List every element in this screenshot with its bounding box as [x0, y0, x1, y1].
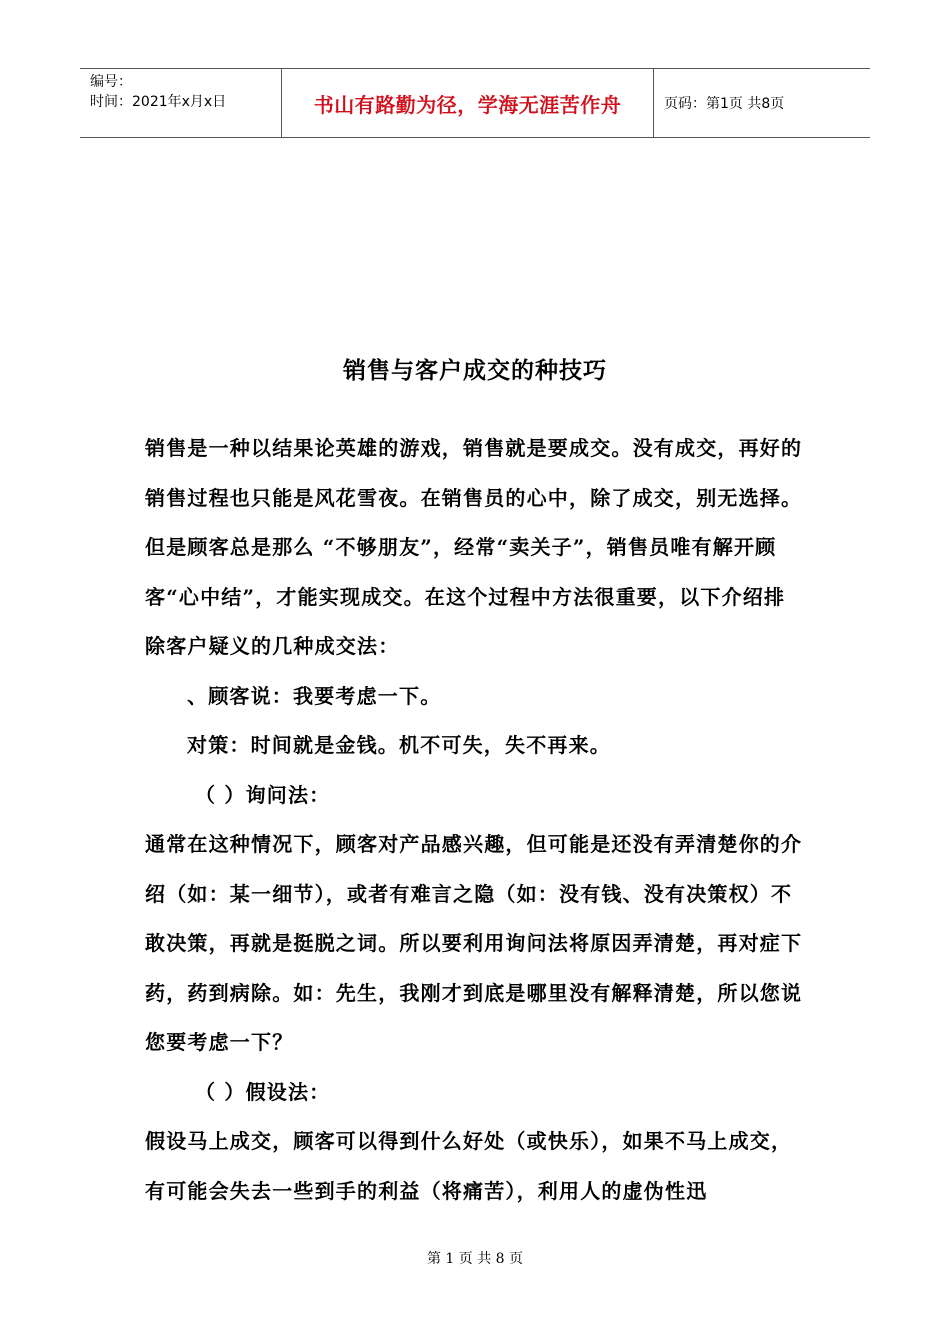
body-paragraph: 对策：时间就是金钱。机不可失，失不再来。 [187, 733, 611, 757]
body-paragraph: 销售是一种以结果论英雄的游戏，销售就是要成交。没有成交，再好的销售过程也只能是风花雪夜。在销售员的心中，除了成交，别无选择。但是顾客总是那么 “不够朋友”，经常“卖关子”，销售员唯有解开顾客“心中结”，才能实现成交。在这个过程中方法很重要，以下介绍排除客户疑义的几种成交法： [145, 436, 803, 658]
section-heading: （ ）假设法： [195, 1079, 331, 1104]
document-title: 销售与客户成交的种技巧 [343, 357, 607, 384]
time-label: 时间：2021年x月x日 [90, 94, 227, 110]
body-paragraph: 通常在这种情况下，顾客对产品感兴趣，但可能是还没有弄清楚你的介绍（如：某一细节），或者有难言之隐（如：没有钱、没有决策权）不敢决策，再就是挺脱之词。所以要利用询问法将原因弄清楚，再对症下药，药到病除。如：先生，我刚才到底是哪里没有解释清楚，所以您说您要考虑一下？ [145, 832, 803, 1054]
body-paragraph: 、顾客说：我要考虑一下。 [187, 683, 442, 708]
number-label: 编号： [90, 74, 132, 90]
body-paragraph: 假设马上成交，顾客可以得到什么好处（或快乐），如果不马上成交，有可能会失去一些到手的利益（将痛苦），利用人的虚伪性迅 [145, 1129, 793, 1203]
header-motto: 书山有路勤为径，学海无涯苦作舟 [282, 69, 654, 137]
page-header [80, 68, 870, 138]
document-body [145, 424, 805, 1216]
header-meta [80, 69, 282, 137]
header-page-code: 页码：第1页 共8页 [664, 96, 785, 112]
section-heading: （ ）询问法： [195, 782, 331, 807]
page-footer: 第 1 页 共 8 页 [426, 1251, 524, 1267]
